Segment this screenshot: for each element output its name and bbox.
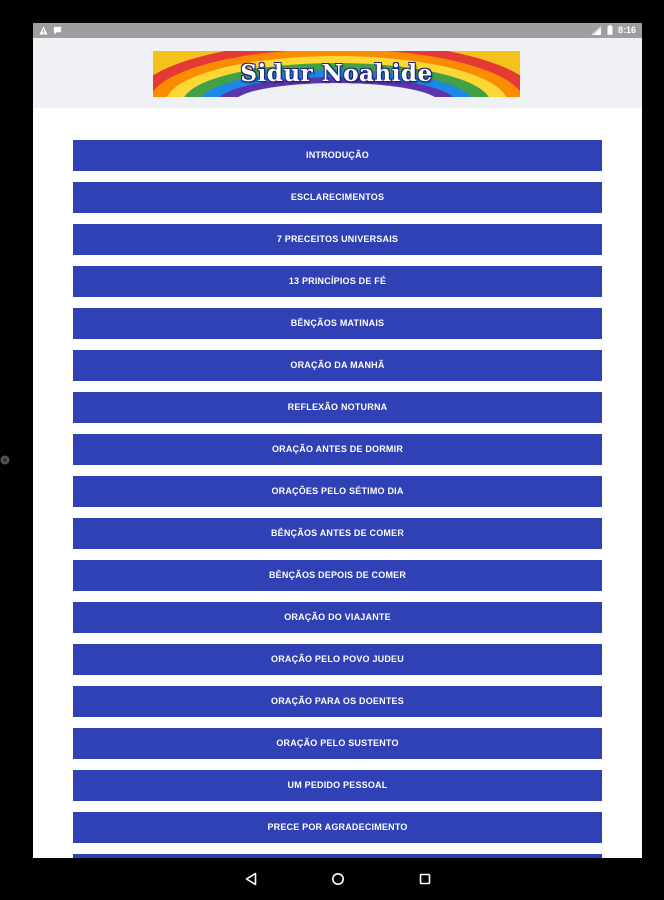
menu-list <box>73 140 602 858</box>
menu-button-oracao-antes-dormir[interactable]: ORAÇÃO ANTES DE DORMIR <box>73 434 602 465</box>
menu-button-bencaos-matinais[interactable]: BÊNÇÃOS MATINAIS <box>73 308 602 339</box>
menu-button-oracao-manha[interactable]: ORAÇÃO DA MANHÃ <box>73 350 602 381</box>
recents-icon <box>418 872 432 886</box>
menu-button-pedido-pessoal[interactable]: UM PEDIDO PESSOAL <box>73 770 602 801</box>
app-screen <box>33 23 642 858</box>
menu-button-prece-agradecimento[interactable]: PRECE POR AGRADECIMENTO <box>73 812 602 843</box>
menu-button-oracao-sustento[interactable]: ORAÇÃO PELO SUSTENTO <box>73 728 602 759</box>
status-bar <box>33 23 642 38</box>
menu-button-bencaos-depois-comer[interactable]: BÊNÇÃOS DEPOIS DE COMER <box>73 560 602 591</box>
menu-button-13-principios[interactable]: 13 PRINCÍPIOS DE FÉ <box>73 266 602 297</box>
back-button[interactable] <box>239 867 263 891</box>
rainbow-banner <box>153 51 520 97</box>
menu-button-7-preceitos[interactable]: 7 PRECEITOS UNIVERSAIS <box>73 224 602 255</box>
side-indicator-icon <box>0 452 10 462</box>
menu-button-oracao-doentes[interactable]: ORAÇÃO PARA OS DOENTES <box>73 686 602 717</box>
home-icon <box>331 872 345 886</box>
menu-button-oracao-povo-judeu[interactable]: ORAÇÃO PELO POVO JUDEU <box>73 644 602 675</box>
recents-button[interactable] <box>413 867 437 891</box>
menu-button-introducao[interactable]: INTRODUÇÃO <box>73 140 602 171</box>
status-time: 8:16 <box>617 25 636 35</box>
menu-button-esclarecimentos[interactable]: ESCLARECIMENTOS <box>73 182 602 213</box>
app-title: Sidur Noahide <box>240 60 433 87</box>
menu-button-oracoes-setimo-dia[interactable]: ORAÇÕES PELO SÉTIMO DIA <box>73 476 602 507</box>
home-button[interactable] <box>326 867 350 891</box>
menu-button-reflexao-noturna[interactable]: REFLEXÃO NOTURNA <box>73 392 602 423</box>
app-header <box>33 38 642 108</box>
menu-button-bencaos-antes-comer[interactable]: BÊNÇÃOS ANTES DE COMER <box>73 518 602 549</box>
system-nav-bar <box>0 858 664 900</box>
menu-button-oracao-viajante[interactable]: ORAÇÃO DO VIAJANTE <box>73 602 602 633</box>
back-icon <box>244 872 258 886</box>
